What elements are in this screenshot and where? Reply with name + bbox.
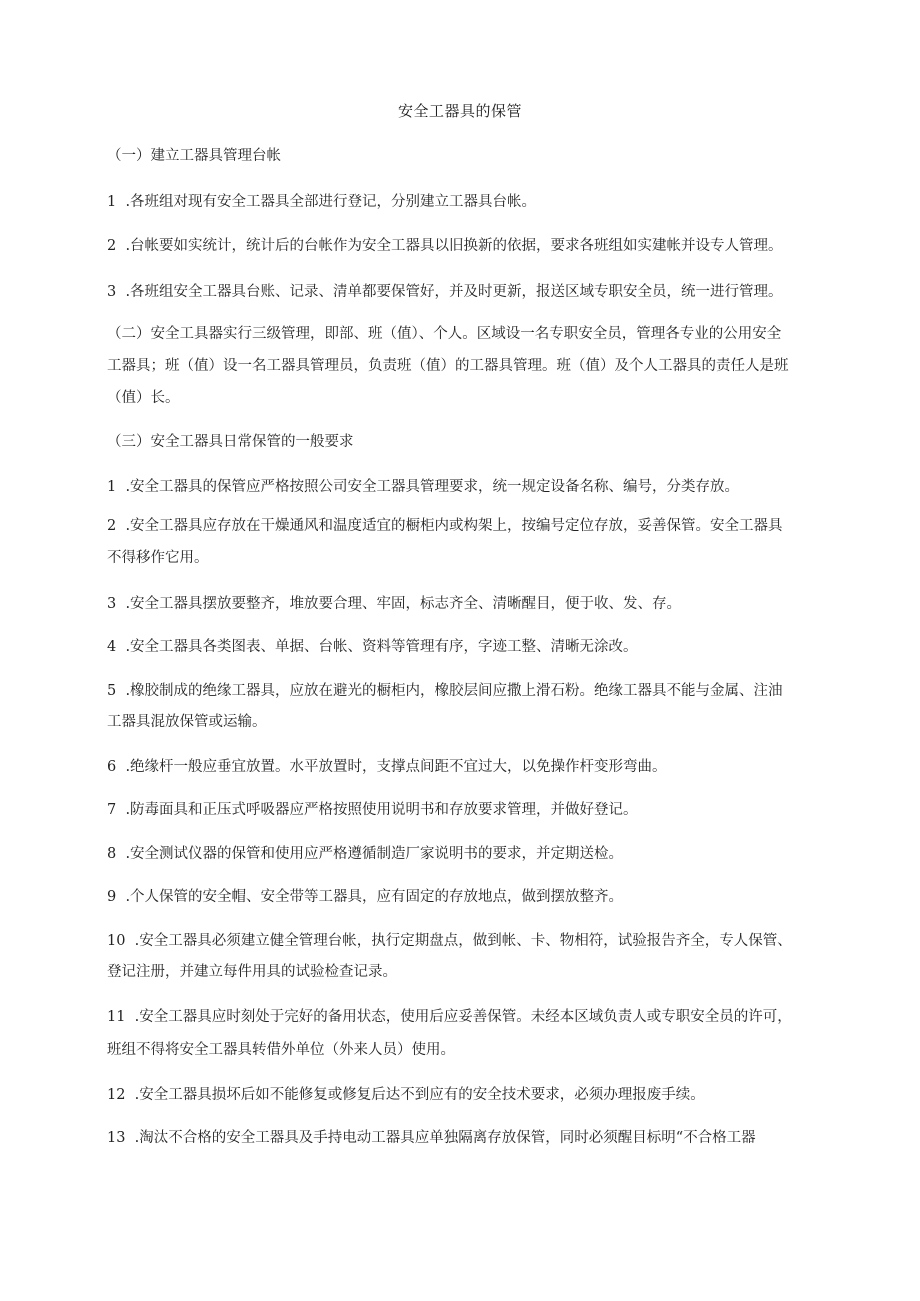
paragraph-line: 工器具；班（值）设一名工器具管理员，负责班（值）的工器具管理。班（值）及个人工器具的责任人是班 <box>107 358 789 374</box>
paragraph-line: 8 .安全测试仪器的保管和使用应严格遵循制造厂家说明书的要求，并定期送检。 <box>107 846 624 862</box>
paragraph-line: 工器具混放保管或运输。 <box>107 714 267 730</box>
paragraph-line: 不得移作它用。 <box>107 550 209 566</box>
paragraph-line: 13 .淘汰不合格的安全工器具及手持电动工器具应单独隔离存放保管，同时必须醒目标明“不合格工器 <box>107 1130 756 1146</box>
page-title: 安全工器具的保管 <box>397 102 522 120</box>
paragraph-line: 5 .橡胶制成的绝缘工器具，应放在避光的橱柜内，橡胶层间应撒上滑石粉。绝缘工器具不能与金属、注油 <box>107 683 783 699</box>
paragraph-line: 6 .绝缘杆一般应垂宜放置。水平放置时，支撑点间距不宜过大，以免操作杆变形弯曲。 <box>107 759 667 775</box>
paragraph-line: 3 .安全工器具摆放要整齐，堆放要合理、牢固，标志齐全、清晰醒目，便于收、发、存。 <box>107 596 682 612</box>
paragraph-line: 班组不得将安全工器具转借外单位（外来人员）使用。 <box>107 1042 455 1058</box>
section-heading-3: （三）安全工器具日常保管的一般要求 <box>107 434 354 450</box>
paragraph-line: 11 .安全工器具应时刻处于完好的备用状态，使用后应妥善保管。未经本区域负责人或专职安全员的许可， <box>107 1009 792 1025</box>
paragraph-line: 7 .防毒面具和正压式呼吸器应严格按照使用说明书和存放要求管理，并做好登记。 <box>107 802 638 818</box>
paragraph-line: 登记注册，并建立每件用具的试验检查记录。 <box>107 964 397 980</box>
paragraph-line: 1 .各班组对现有安全工器具全部进行登记，分别建立工器具台帐。 <box>107 194 537 210</box>
paragraph-line: 3 .各班组安全工器具台账、记录、清单都要保管好，并及时更新，报送区域专职安全员，统一进行管理。 <box>107 284 783 300</box>
paragraph-line: （值）长。 <box>107 390 180 406</box>
section-heading-2: （二）安全工具器实行三级管理，即部、班（值）、个人。区域设一名专职安全员，管理各专业的公用安全 <box>107 326 782 342</box>
section-heading-1: （一）建立工器具管理台帐 <box>107 148 281 164</box>
paragraph-line: 12 .安全工器具损坏后如不能修复或修复后达不到应有的安全技术要求，必须办理报废手续。 <box>107 1087 705 1103</box>
paragraph-line: 9 .个人保管的安全帽、安全带等工器具，应有固定的存放地点，做到摆放整齐。 <box>107 889 624 905</box>
paragraph-line: 2 .安全工器具应存放在干燥通风和温度适宜的橱柜内或构架上，按编号定位存放，妥善保管。安全工器具 <box>107 518 783 534</box>
paragraph-line: 1 .安全工器具的保管应严格按照公司安全工器具管理要求，统一规定设备名称、编号，分类存放。 <box>107 479 740 495</box>
paragraph-line: 4 .安全工器具各类图表、单据、台帐、资料等管理有序，字迹工整、清晰无涂改。 <box>107 639 638 655</box>
paragraph-line: 10 .安全工器具必须建立健全管理台帐，执行定期盘点，做到帐、卡、物相符，试验报告齐全，专人保管、 <box>107 933 792 949</box>
paragraph-line: 2 .台帐要如实统计，统计后的台帐作为安全工器具以旧换新的依据，要求各班组如实建帐并设专人管理。 <box>107 238 783 254</box>
